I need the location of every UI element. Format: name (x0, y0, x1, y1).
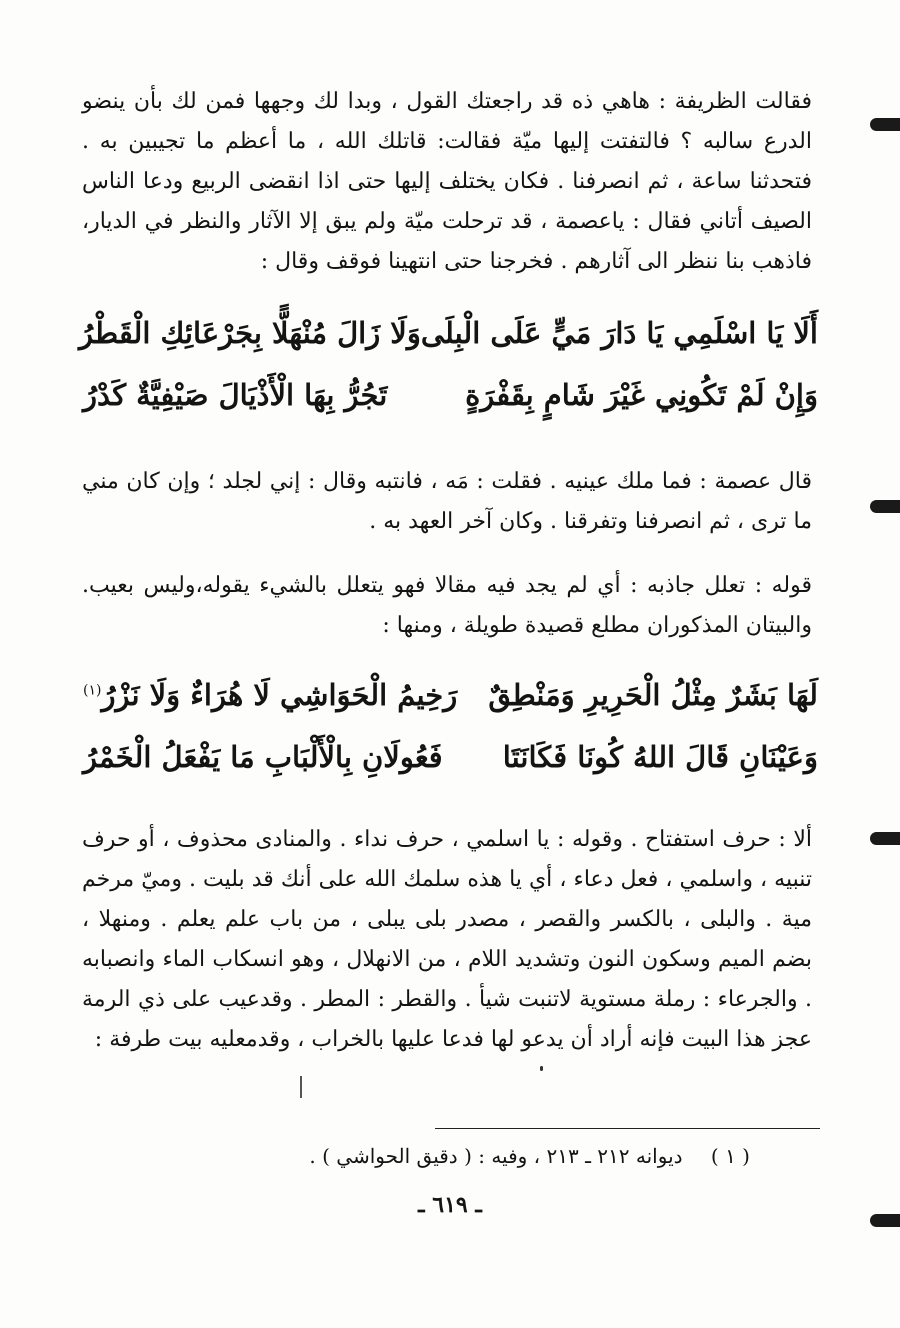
footnote-reference-mark: (١) (83, 682, 102, 699)
footnote (150, 1140, 750, 1172)
footnote-divider (435, 1128, 820, 1129)
verse-line (83, 364, 818, 426)
verse-first-hemistich: لَهَا بَشَرٌ مِثْلُ الْحَرِيرِ وَمَنْطِقٌ (488, 678, 818, 712)
scan-artifact (540, 1066, 543, 1071)
verse-second-hemistich: وَلَا زَالَ مُنْهَلًّا بِجَرْعَائِكِ الْقَطْرُ (79, 316, 421, 350)
verse-line (83, 664, 818, 726)
page-number: ـ ٦١٩ ـ (418, 1192, 482, 1218)
footnote-text: ديوانه ٢١٢ ـ ٢١٣ ، وفيه : ( دقيق الحواشي ) . (309, 1144, 683, 1168)
verse-line (79, 302, 818, 364)
verse-first-hemistich: وَعَيْنَانِ قَالَ اللهُ كُونَا فَكَانَتَا (502, 740, 818, 774)
verse-second-hemistich (83, 678, 457, 712)
prose-paragraph-commentary (82, 566, 812, 646)
verse-first-hemistich: وَإِنْ لَمْ تَكُونِي غَيْرَ شَامٍ بِقَفْرَةٍ (465, 378, 818, 412)
prose-paragraph-story (82, 82, 812, 282)
paragraph-text: ألا : حرف استفتاح . وقوله : يا اسلمي ، حرف نداء . والمنادى محذوف ، أو حرف تنبيه ، واسلمي ، فعل دعاء ، أي يا هذه سلمك الله على أنك قد بليت . وميّ مرخم مية . والبلى ، بالكسر والقصر ، مصدر بلى يبلى ، من باب علم يعلم . ومنهلا ، بضم الميم وسكون النون وتشديد اللام ، من الانهلال ، وهو انسكاب الماء وانصبابه . والجرعاء : رملة مستوية لاتنبت شيأ . والقطر : المطر . وقدعيب على ذي الرمة عجز هذا البيت فإنه أراد أن يدعو لها فدعا عليها بالخراب ، وقدمعليه بيت طرفة : (82, 827, 812, 1052)
binding-edge-mark (870, 832, 900, 845)
verse-first-hemistich: أَلَا يَا اسْلَمِي يَا دَارَ مَيٍّ عَلَى الْبِلَى (420, 316, 818, 350)
poem-block-2 (83, 664, 818, 788)
prose-paragraph-ending (82, 462, 812, 542)
verse-line (83, 726, 818, 788)
paragraph-text: قوله : تعلل جاذبه : أي لم يجد فيه مقالا فهو يتعلل بالشيء يقوله،وليس بعيب. والبيتان المذكوران مطلع قصيدة طويلة ، ومنها : (82, 573, 812, 638)
prose-paragraph-glossary (82, 820, 812, 1060)
binding-edge-mark (870, 118, 900, 131)
paragraph-text: فقالت الظريفة : هاهي ذه قد راجعتك القول ، وبدا لك وجهها فمن لك بأن ينضو الدرع سالبه ؟ فالتفتت إليها ميّة فقالت: قاتلك الله ، ما أعظم ما تجيبين به . فتحدثنا ساعة ، ثم انصرفنا . فكان يختلف إليها حتى اذا انقضى الربيع ودعا الناس الصيف أتاني فقال : ياعصمة ، قد ترحلت ميّة ولم يبق إلا الآثار والنظر في الديار، فاذهب بنا ننظر الى آثارهم . فخرجنا حتى انتهينا فوقف وقال : (82, 89, 812, 274)
scan-artifact (300, 1076, 302, 1098)
poem-block-1 (79, 302, 818, 426)
paragraph-text: قال عصمة : فما ملك عينيه . فقلت : مَه ، فانتبه وقال : إني لجلد ؛ وإن كان مني ما ترى ، ثم انصرفنا وتفرقنا . وكان آخر العهد به . (82, 469, 812, 534)
footnote-number: ( ١ ) (710, 1144, 750, 1168)
binding-edge-mark (870, 1214, 900, 1227)
binding-edge-mark (870, 500, 900, 513)
verse-second-hemistich: فَعُولَانِ بِالْأَلْبَابِ مَا يَفْعَلُ الْخَمْرُ (83, 740, 443, 774)
verse-hemistich-text: رَخِيمُ الْحَوَاشِي لَا هُرَاءٌ وَلَا نَزْرُ (101, 678, 458, 712)
verse-second-hemistich: تَجُرُّ بِهَا الْأَذْيَالَ صَيْفِيَّةٌ كَدْرُ (83, 378, 388, 412)
